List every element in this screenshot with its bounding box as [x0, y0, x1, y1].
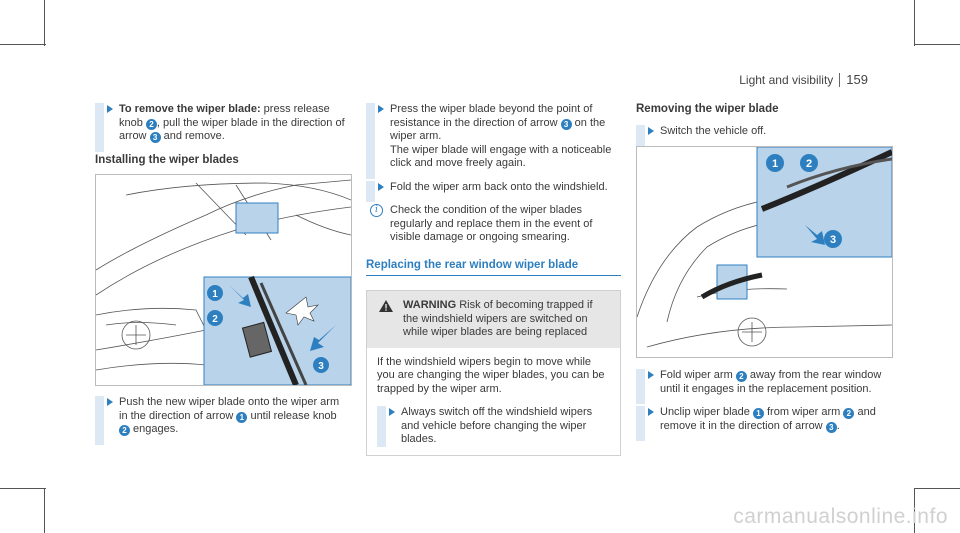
- step-bar: [95, 396, 104, 445]
- figure-label: 1: [212, 289, 218, 300]
- info-note: [366, 204, 621, 245]
- callout-2-icon: 2: [119, 425, 130, 436]
- crop-mark: [914, 0, 915, 46]
- crop-mark: [44, 0, 45, 46]
- step-text: Press the wiper blade beyond the point of resistance in the direction of arrow: [390, 103, 593, 129]
- callout-2-icon: 2: [843, 408, 854, 419]
- step-result: The wiper blade will engage with a noticeable click and move freely again.: [390, 143, 612, 169]
- right-column-bottom: [636, 369, 891, 443]
- step-bar: [636, 125, 645, 147]
- step-push-blade: [95, 396, 350, 437]
- step-text: , pull the wiper blade in the direction of arrow: [119, 116, 345, 142]
- warning-triangle-icon: [379, 300, 393, 312]
- figure-label: 2: [212, 314, 218, 325]
- step-text: Always switch off the windshield wipers and vehicle before changing the wiper blades.: [401, 406, 593, 445]
- callout-3-icon: 3: [561, 119, 572, 130]
- step-bar: [366, 103, 375, 179]
- step-arrow-icon: [648, 371, 654, 379]
- step-text: Switch the vehicle off.: [660, 124, 767, 137]
- step-unclip-blade: [636, 406, 891, 433]
- step-text: press release knob: [119, 103, 330, 129]
- step-press-blade: [366, 103, 621, 171]
- step-text: until release knob: [247, 409, 337, 422]
- step-fold-rear-arm: [636, 369, 891, 396]
- subheading-installing: Installing the wiper blades: [95, 153, 239, 166]
- callout-1-icon: 1: [236, 412, 247, 423]
- step-arrow-icon: [389, 408, 395, 416]
- step-remove-blade: [95, 103, 350, 144]
- callout-3-icon: 3: [150, 132, 161, 143]
- warning-text: If the windshield wipers begin to move while you are changing the wiper blades, you can be trapped by the wiper arm.: [377, 355, 605, 395]
- step-text: engages.: [130, 423, 179, 435]
- info-icon: i: [370, 204, 383, 217]
- crop-mark: [44, 488, 45, 533]
- car-rear-illustration: [637, 147, 892, 357]
- step-text: and remove it in the direction of arrow: [660, 406, 876, 432]
- step-text: and remove.: [160, 130, 225, 142]
- left-column-bottom: [95, 396, 350, 447]
- info-text: Check the condition of the wiper blades regularly and replace them in the event of visible damage or ongoing smearing.: [390, 204, 593, 243]
- warning-box: [366, 290, 621, 456]
- step-bar: [636, 406, 645, 441]
- callout-2-icon: 2: [146, 119, 157, 130]
- figure-label: 2: [805, 158, 813, 170]
- step-arrow-icon: [648, 127, 654, 135]
- step-text: Push the new wiper blade onto the wiper arm in the direction of arrow: [119, 396, 340, 422]
- crop-mark: [0, 488, 46, 489]
- figure-rear-wiper: [636, 146, 893, 358]
- step-text: away from the rear window until it engages in the replacement position.: [660, 369, 882, 395]
- step-text: on the wiper arm.: [390, 116, 606, 142]
- watermark[interactable]: carmanualsonline.info: [733, 505, 948, 528]
- crop-mark: [0, 44, 46, 45]
- warning-header: [367, 291, 620, 348]
- step-lead: To remove the wiper blade:: [119, 103, 261, 115]
- car-front-illustration: [96, 175, 351, 385]
- section-name: Light and visibility: [739, 72, 834, 87]
- figure-label: 3: [318, 361, 324, 372]
- step-bar: [95, 103, 104, 152]
- step-bar: [636, 369, 645, 404]
- page-header: [739, 72, 868, 87]
- step-text: Fold the wiper arm back onto the windshield.: [390, 180, 608, 193]
- step-text: .: [836, 419, 840, 432]
- figure-label: 3: [829, 234, 837, 246]
- warning-step: [377, 406, 610, 447]
- crop-mark: [914, 488, 960, 489]
- step-text: from wiper arm: [763, 406, 844, 418]
- step-arrow-icon: [648, 408, 654, 416]
- warning-label: WARNING: [403, 299, 457, 311]
- right-column: [636, 103, 891, 148]
- crop-mark: [914, 44, 960, 45]
- step-arrow-icon: [107, 398, 113, 406]
- callout-2-icon: 2: [736, 371, 747, 382]
- callout-1-icon: 1: [753, 408, 764, 419]
- callout-3-icon: 3: [826, 422, 837, 433]
- warning-headline: Risk of becoming trapped if the windshield wipers are switched on while wiper blades are being replaced: [403, 299, 593, 338]
- figure-label: 1: [771, 158, 779, 170]
- step-fold-arm: [366, 181, 621, 195]
- figure-front-wiper: [95, 174, 352, 386]
- step-switch-off: [636, 125, 891, 139]
- step-text: Fold wiper arm: [660, 369, 736, 381]
- step-text: Unclip wiper blade: [660, 406, 753, 418]
- page-number: 159: [846, 72, 868, 87]
- left-column: [95, 103, 350, 175]
- step-bar: [366, 181, 375, 203]
- step-arrow-icon: [378, 105, 384, 113]
- middle-column: [366, 103, 621, 456]
- warning-body: [367, 348, 620, 455]
- subheading-removing: Removing the wiper blade: [636, 103, 779, 115]
- step-bar: [377, 406, 386, 447]
- step-arrow-icon: [107, 105, 113, 113]
- step-arrow-icon: [378, 183, 384, 191]
- header-divider: [839, 73, 840, 87]
- section-title-rear-wiper: Replacing the rear window wiper blade: [366, 259, 621, 277]
